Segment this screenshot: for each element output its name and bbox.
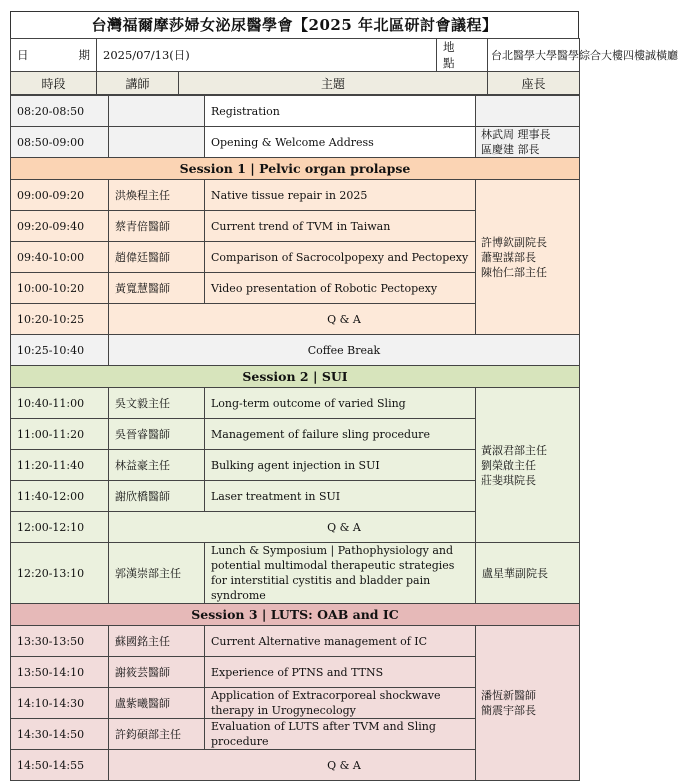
time-cell: 08:50-09:00 — [11, 127, 109, 158]
time-cell: 09:20-09:40 — [11, 211, 109, 242]
break-label: Coffee Break — [109, 335, 580, 366]
topic-cell: Comparison of Sacrocolpopexy and Pectopexy — [205, 242, 476, 273]
agenda-table — [10, 38, 678, 95]
time-cell: 14:50-14:55 — [11, 750, 109, 781]
chair-name: 黃淑君部主任 — [481, 443, 547, 457]
time-cell: 10:20-10:25 — [11, 304, 109, 335]
topic-cell: Experience of PTNS and TTNS — [205, 657, 476, 688]
chair-name: 簡震宇部長 — [481, 704, 536, 717]
agenda-body — [10, 95, 580, 781]
chair-cell — [476, 96, 580, 127]
speaker-cell: 蔡青倍醫師 — [109, 211, 205, 242]
chair-name: 林武周 理事長 — [481, 128, 551, 141]
speaker-cell — [109, 96, 205, 127]
session-title: Session 3 | LUTS: OAB and IC — [11, 604, 580, 626]
session-title: Session 1 | Pelvic organ prolapse — [11, 158, 580, 180]
speaker-cell: 洪煥程主任 — [109, 180, 205, 211]
date-value: 2025/07/13(日) — [97, 39, 437, 72]
chair-name: 許博欽副院長 — [481, 235, 547, 249]
topic-cell: Long-term outcome of varied Sling — [205, 388, 476, 419]
topic-cell: Current trend of TVM in Taiwan — [205, 211, 476, 242]
topic-cell: Bulking agent injection in SUI — [205, 450, 476, 481]
chair-name: 區慶建 部長 — [481, 143, 540, 156]
speaker-cell: 趙偉廷醫師 — [109, 242, 205, 273]
time-cell: 12:20-13:10 — [11, 543, 109, 604]
chair-name: 陳怡仁部主任 — [481, 265, 547, 279]
speaker-cell — [109, 127, 205, 158]
time-cell: 12:00-12:10 — [11, 512, 109, 543]
place-value: 台北醫學大學醫學綜合大樓四樓誠橫廳 — [488, 39, 580, 72]
time-cell: 10:00-10:20 — [11, 273, 109, 304]
chair-name: 潘恆新醫師 — [481, 689, 536, 702]
topic-cell: Application of Extracorporeal shockwave therapy in Urogynecology — [205, 688, 476, 719]
info-row — [11, 39, 580, 72]
session-title: Session 2 | SUI — [11, 366, 580, 388]
time-cell: 10:40-11:00 — [11, 388, 109, 419]
date-label: 日 期 — [11, 39, 97, 72]
header-time: 時段 — [11, 72, 97, 95]
speaker-cell: 黃寬慧醫師 — [109, 273, 205, 304]
break-row — [11, 335, 580, 366]
speaker-cell: 許鈞碩部主任 — [109, 719, 205, 750]
session-header-row — [11, 604, 580, 626]
qa-label: Q & A — [109, 512, 580, 543]
agenda-row — [11, 180, 580, 211]
topic-cell: Native tissue repair in 2025 — [205, 180, 476, 211]
time-cell: 14:30-14:50 — [11, 719, 109, 750]
session-header-row — [11, 366, 580, 388]
topic-cell: Management of failure sling procedure — [205, 419, 476, 450]
topic-cell: Video presentation of Robotic Pectopexy — [205, 273, 476, 304]
speaker-cell: 吳文毅主任 — [109, 388, 205, 419]
time-cell: 10:25-10:40 — [11, 335, 109, 366]
chair-name: 莊斐琪院長 — [481, 473, 536, 487]
qa-row — [11, 750, 580, 781]
header-chair: 座長 — [488, 72, 580, 95]
agenda-title: 台灣福爾摩莎婦女泌尿醫學會【2025 年北區研討會議程】 — [10, 11, 579, 38]
agenda-row — [11, 96, 580, 127]
time-cell: 14:10-14:30 — [11, 688, 109, 719]
qa-label: Q & A — [109, 750, 580, 781]
time-cell: 13:50-14:10 — [11, 657, 109, 688]
topic-cell: Lunch & Symposium | Pathophysiology and potential multimodal therapeutic strategies for interstitial cystitis and bladder pain syndrome — [205, 543, 476, 604]
qa-row — [11, 512, 580, 543]
qa-label: Q & A — [109, 304, 580, 335]
time-cell: 11:40-12:00 — [11, 481, 109, 512]
time-cell: 09:00-09:20 — [11, 180, 109, 211]
agenda-document — [10, 11, 678, 781]
chair-cell: 盧星華副院長 — [476, 543, 580, 604]
agenda-row — [11, 127, 580, 158]
header-topic: 主題 — [179, 72, 488, 95]
agenda-row — [11, 388, 580, 419]
time-cell: 11:20-11:40 — [11, 450, 109, 481]
speaker-cell: 吳晉睿醫師 — [109, 419, 205, 450]
topic-cell: Current Alternative management of IC — [205, 626, 476, 657]
speaker-cell: 蘇國銘主任 — [109, 626, 205, 657]
topic-cell: Evaluation of LUTS after TVM and Sling procedure — [205, 719, 476, 750]
time-cell: 08:20-08:50 — [11, 96, 109, 127]
speaker-cell: 謝欣橋醫師 — [109, 481, 205, 512]
time-cell: 11:00-11:20 — [11, 419, 109, 450]
speaker-cell: 郭漢崇部主任 — [109, 543, 205, 604]
lunch-row — [11, 543, 580, 604]
speaker-cell: 謝筱芸醫師 — [109, 657, 205, 688]
speaker-cell: 盧紫曦醫師 — [109, 688, 205, 719]
session-header-row — [11, 158, 580, 180]
column-header-row — [11, 72, 580, 95]
time-cell: 13:30-13:50 — [11, 626, 109, 657]
time-cell: 09:40-10:00 — [11, 242, 109, 273]
chair-cell — [476, 127, 580, 158]
header-speaker: 講師 — [97, 72, 179, 95]
topic-cell: Opening & Welcome Address — [205, 127, 476, 158]
topic-cell: Laser treatment in SUI — [205, 481, 476, 512]
speaker-cell: 林益豪主任 — [109, 450, 205, 481]
chair-name: 蕭聖謀部長 — [481, 250, 536, 264]
chair-name: 劉榮啟主任 — [481, 458, 536, 472]
agenda-row — [11, 626, 580, 657]
place-label: 地 點 — [437, 39, 488, 72]
topic-cell: Registration — [205, 96, 476, 127]
qa-row — [11, 304, 580, 335]
